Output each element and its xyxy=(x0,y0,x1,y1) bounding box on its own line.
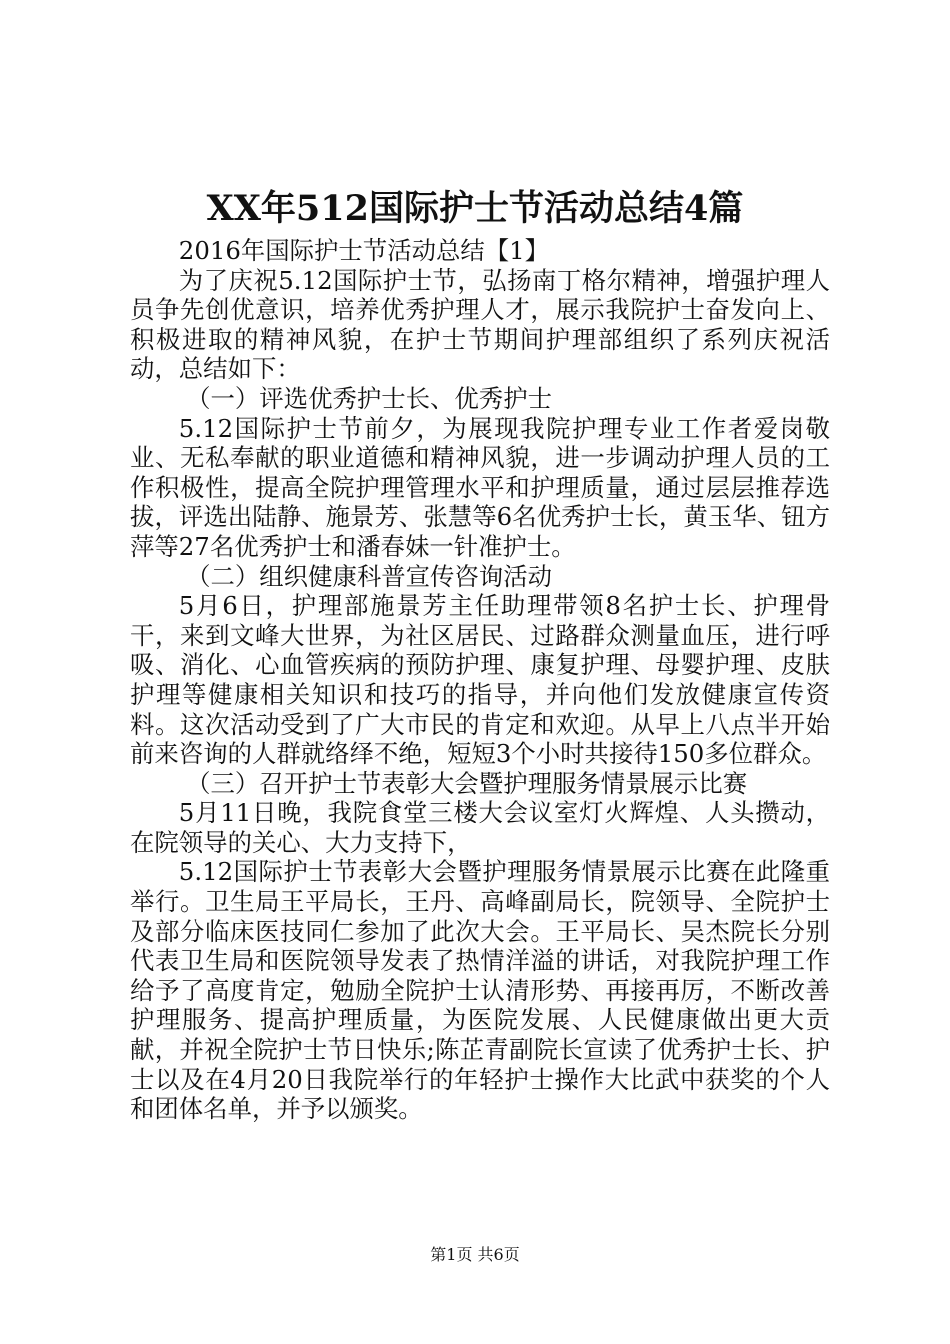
body-paragraph: 5月11日晚，我院食堂三楼大会议室灯火辉煌、人头攒动，在院领导的关心、大力支持下， xyxy=(130,798,830,857)
page-number: 第1页 共6页 xyxy=(430,1245,520,1264)
body-paragraph: 5月6日，护理部施景芳主任助理带领8名护士长、护理骨干，来到文峰大世界，为社区居民、过路群众测量血压，进行呼吸、消化、心血管疾病的预防护理、康复护理、母婴护理、皮肤护理等健康相关知识和技巧的指导，并向他们发放健康宣传资料。这次活动受到了广大市民的肯定和欢迎。从早上八点半开始前来咨询的人群就络绎不绝，短短3个小时共接待150多位群众。 xyxy=(130,591,830,769)
body-paragraph: 为了庆祝5.12国际护士节，弘扬南丁格尔精神，增强护理人员争先创优意识，培养优秀护理人才，展示我院护士奋发向上、积极进取的精神风貌，在护士节期间护理部组织了系列庆祝活动，总结如下： xyxy=(130,265,830,384)
subsection-heading: （三）召开护士节表彰大会暨护理服务情景展示比赛 xyxy=(186,768,748,798)
body-paragraph: 5.12国际护士节表彰大会暨护理服务情景展示比赛在此隆重举行。卫生局王平局长，王丹、高峰副局长，院领导、全院护士及部分临床医技同仁参加了此次大会。王平局长、吴杰院长分别代表卫生局和医院领导发表了热情洋溢的讲话，对我院护理工作给予了高度肯定，勉励全院护士认清形势、再接再厉，不断改善护理服务、提高护理质量，为医院发展、人民健康做出更大贡献，并祝全院护士节日快乐;陈芷青副院长宣读了优秀护士长、护士以及在4月20日我院举行的年轻护士操作大比武中获奖的个人和团体名单，并予以颁奖。 xyxy=(130,857,830,1124)
document-title: XX年512国际护士节活动总结4篇 xyxy=(206,188,744,229)
subsection-heading: （一）评选优秀护士长、优秀护士 xyxy=(186,383,552,413)
section-heading: 2016年国际护士节活动总结【1】 xyxy=(178,236,550,265)
document-body xyxy=(130,236,830,1124)
subsection-heading: （二）组织健康科普宣传咨询活动 xyxy=(186,561,552,591)
body-paragraph: 5.12国际护士节前夕，为展现我院护理专业工作者爱岗敬业、无私奉献的职业道德和精神风貌，进一步调动护理人员的工作积极性，提高全院护理管理水平和护理质量，通过层层推荐选拔，评选出陆静、施景芳、张慧等6名优秀护士长，黄玉华、钮方萍等27名优秀护士和潘春妹一针准护士。 xyxy=(130,413,830,561)
